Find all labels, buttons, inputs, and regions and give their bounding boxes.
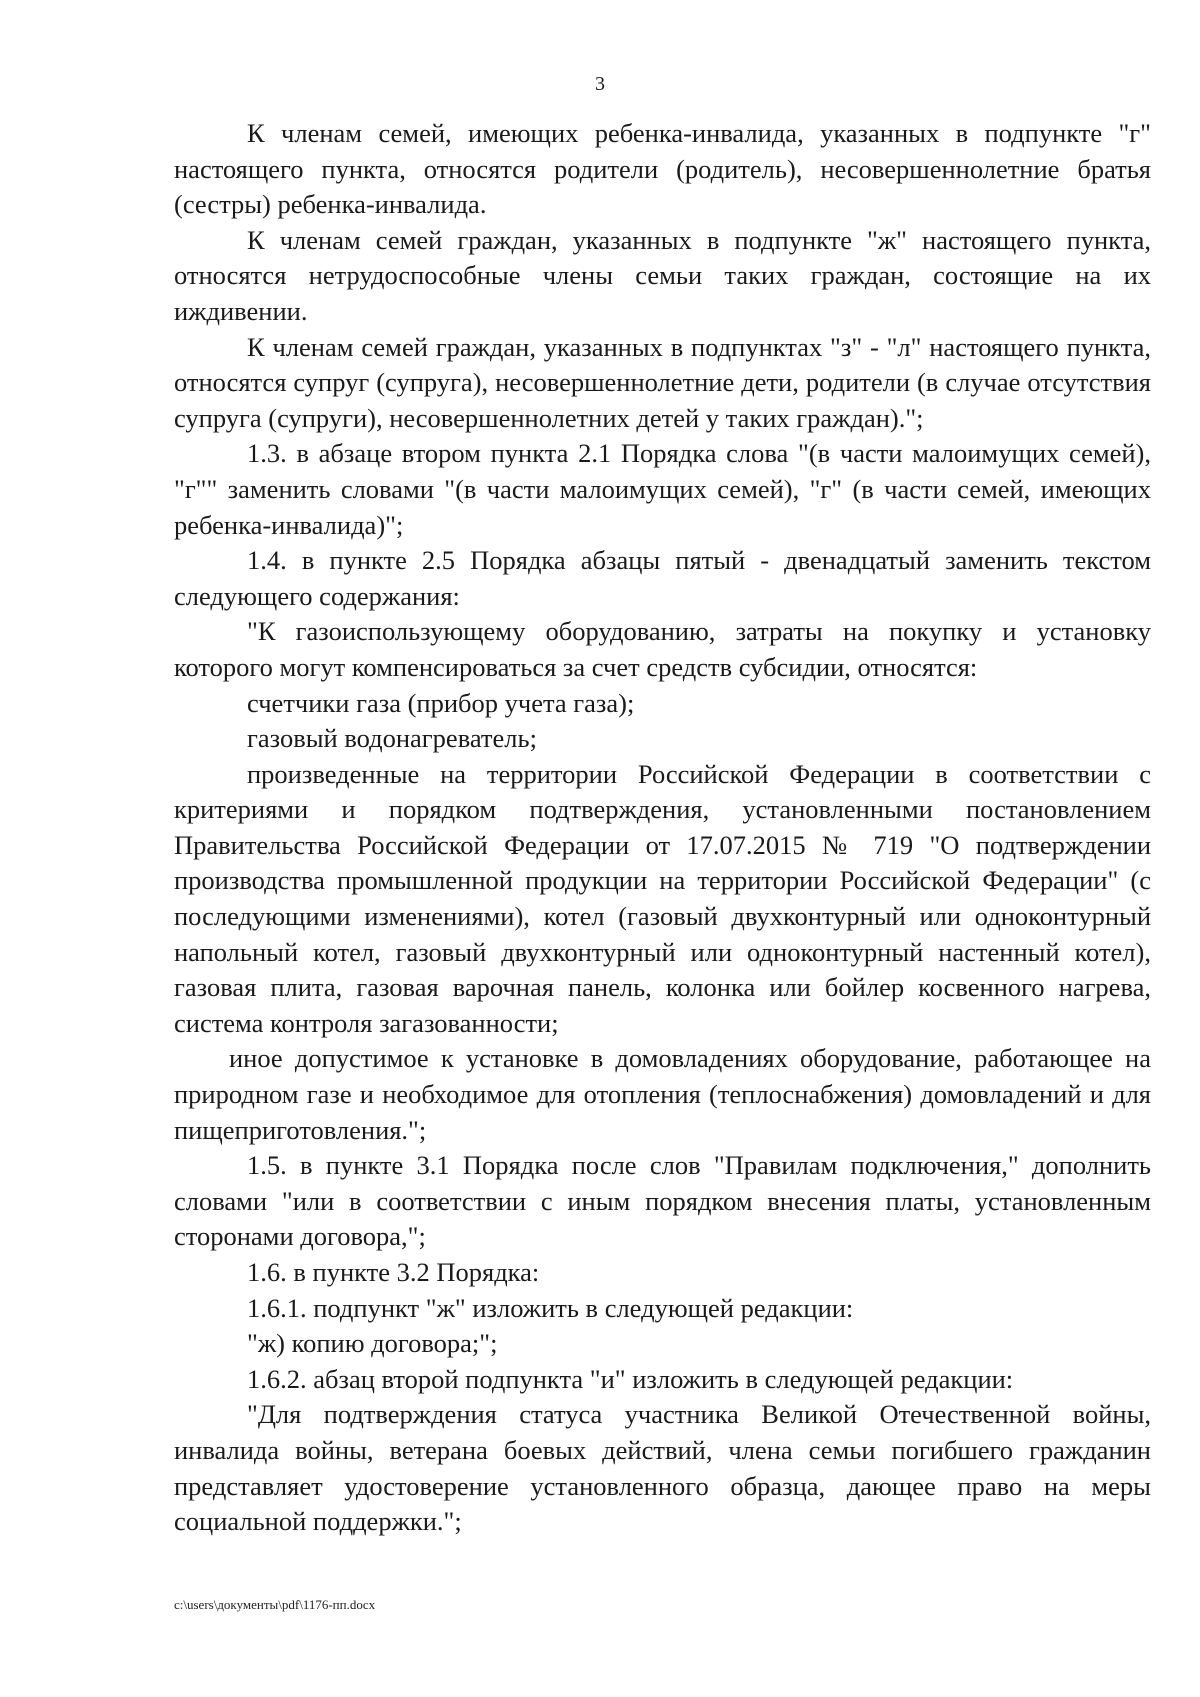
paragraph-water-heater: газовый водонагреватель; (247, 723, 537, 754)
paragraph-family-members: К членам семей граждан, указанных в подпунктах "з" - "л" настоящего пункта, относятся супруг (супруга), несовершеннолетние дети, родители (в случае отсутствия супруга (супруги), несовершеннолетних детей у таких граждан)."; (174, 331, 1151, 433)
footer-file-path: c:\users\документы\pdf\1176-пп.docx (174, 1597, 376, 1612)
paragraph-dependents: К членам семей граждан, указанных в подпункте "ж" настоящего пункта, относятся нетрудоспособные члены семьи таких граждан, состоящие на их иждивении. (174, 224, 1151, 326)
page-number: 3 (595, 73, 605, 95)
paragraph-item-1-4: 1.4. в пункте 2.5 Порядка абзацы пятый - двенадцатый заменить текстом следующего содержания: (174, 545, 1151, 611)
paragraph-disabled-child-family: К членам семей, имеющих ребенка-инвалида, указанных в подпункте "г" настоящего пункта, относятся родители (родитель), несовершеннолетние братья (сестры) ребенка-инвалида. (174, 118, 1151, 220)
paragraph-contract-copy: "ж) копию договора;"; (247, 1328, 498, 1359)
document-body (174, 116, 1151, 1540)
paragraph-gas-meters: счетчики газа (прибор учета газа); (247, 687, 635, 718)
paragraph-russian-made-equipment: произведенные на территории Российской Федерации в соответствии с критериями и порядком подтверждения, установленными постановлением Правительства Российской Федерации от 17.07.2015 № 719 "О подтверждении производства промышленной продукции на территории Российской Федерации" (с последующими изменениями), котел (газовый двухконтурный или одноконтурный напольный котел, газовый двухконтурный или одноконтурный настенный котел), газовая плита, газовая варочная панель, колонка или бойлер косвенного нагрева, система контроля загазованности; (174, 758, 1151, 1038)
paragraph-item-1-3: 1.3. в абзаце втором пункта 2.1 Порядка слова "(в части малоимущих семей), "г"" заменить словами "(в части малоимущих семей), "г" (в части семей, имеющих ребенка-инвалида)"; (174, 438, 1151, 540)
paragraph-item-1-5: 1.5. в пункте 3.1 Порядка после слов "Правилам подключения," дополнить словами "или в соответствии с иным порядком внесения платы, установленным сторонами договора,"; (174, 1150, 1151, 1252)
paragraph-item-1-6-2: 1.6.2. абзац второй подпункта "и" изложить в следующей редакции: (247, 1363, 1014, 1394)
paragraph-item-1-6-1: 1.6.1. подпункт "ж" изложить в следующей редакции: (247, 1292, 854, 1323)
paragraph-status-confirmation: "Для подтверждения статуса участника Великой Отечественной войны, инвалида войны, ветерана боевых действий, члена семьи погибшего гражданин представляет удостоверение установленного образца, дающее право на меры социальной поддержки."; (174, 1399, 1151, 1537)
paragraph-item-1-6: 1.6. в пункте 3.2 Порядка: (247, 1257, 540, 1287)
paragraph-gas-equipment: "К газоиспользующему оборудованию, затраты на покупку и установку которого могут компенсироваться за счет средств субсидии, относятся: (174, 616, 1151, 682)
paragraph-other-equipment: иное допустимое к установке в домовладениях оборудование, работающее на природном газе и необходимое для отопления (теплоснабжения) домовладений и для пищеприготовления."; (174, 1043, 1151, 1145)
